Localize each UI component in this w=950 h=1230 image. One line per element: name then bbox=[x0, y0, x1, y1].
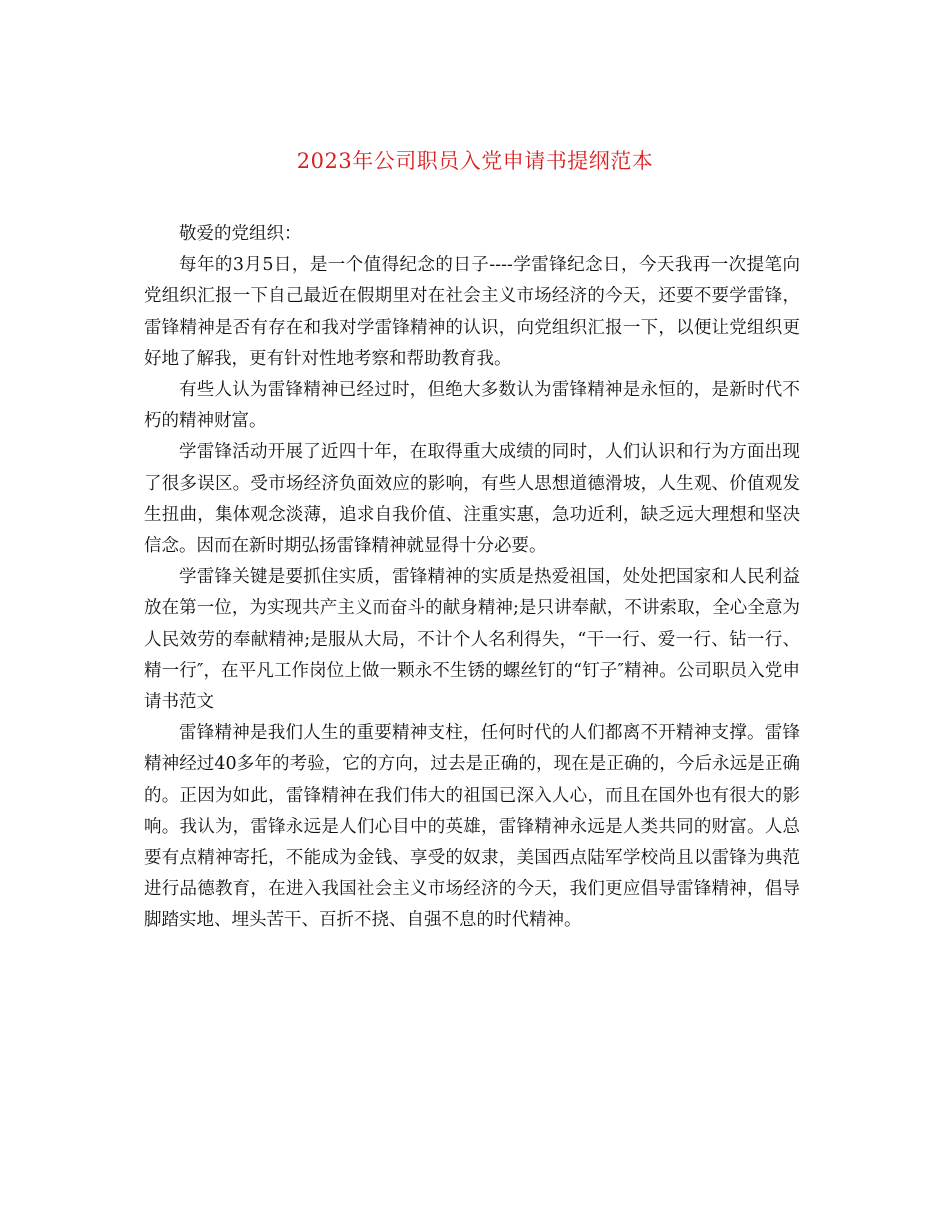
salutation: 敬爱的党组织： bbox=[179, 224, 302, 244]
paragraph: 每年的3月5日，是一个值得纪念的日子----学雷锋纪念日，今天我再一次提笔向党组织汇报一下自己最近在假期里对在社会主义市场经济的今天，还要不要学雷锋，雷锋精神是否有存在和我对学雷锋精神的认识，向党组织汇报一下，以便让党组织更好地了解我，更有针对性地考察和帮助教育我。 bbox=[144, 255, 800, 369]
page-title: 2023年公司职员入党申请书提纲范本 bbox=[296, 149, 654, 173]
paragraph: 学雷锋关键是要抓住实质，雷锋精神的实质是热爱祖国，处处把国家和人民利益放在第一位，为实现共产主义而奋斗的献身精神;是只讲奉献，不讲索取，全心全意为人民效劳的奉献精神;是服从大局，不计个人名利得失，“干一行、爱一行、钻一行、精一行″，在平凡工作岗位上做一颗永不生锈的螺丝钉的“钉子″精神。公司职员入党申请书范文 bbox=[144, 567, 800, 713]
document-body bbox=[144, 219, 800, 937]
paragraph: 学雷锋活动开展了近四十年，在取得重大成绩的同时，人们认识和行为方面出现了很多误区。受市场经济负面效应的影响，有些人思想道德滑坡，人生观、价值观发生扭曲，集体观念淡薄，追求自我价值、注重实惠，急功近利，缺乏远大理想和坚决信念。因而在新时期弘扬雷锋精神就显得十分必要。 bbox=[144, 442, 800, 557]
paragraph: 有些人认为雷锋精神已经过时，但绝大多数认为雷锋精神是永恒的，是新时代不朽的精神财富。 bbox=[144, 380, 800, 432]
paragraph: 雷锋精神是我们人生的重要精神支柱，任何时代的人们都离不开精神支撑。雷锋精神经过40多年的考验，它的方向，过去是正确的，现在是正确的，今后永远是正确的。正因为如此，雷锋精神在我们伟大的祖国已深入人心，而且在国外也有很大的影响。我认为，雷锋永远是人们心目中的英雄，雷锋精神永远是人类共同的财富。人总要有点精神寄托，不能成为金钱、享受的奴隶，美国西点陆军学校尚且以雷锋为典范进行品德教育，在进入我国社会主义市场经济的今天，我们更应倡导雷锋精神，倡导脚踏实地、埋头苦干、百折不挠、自强不息的时代精神。 bbox=[144, 723, 800, 931]
